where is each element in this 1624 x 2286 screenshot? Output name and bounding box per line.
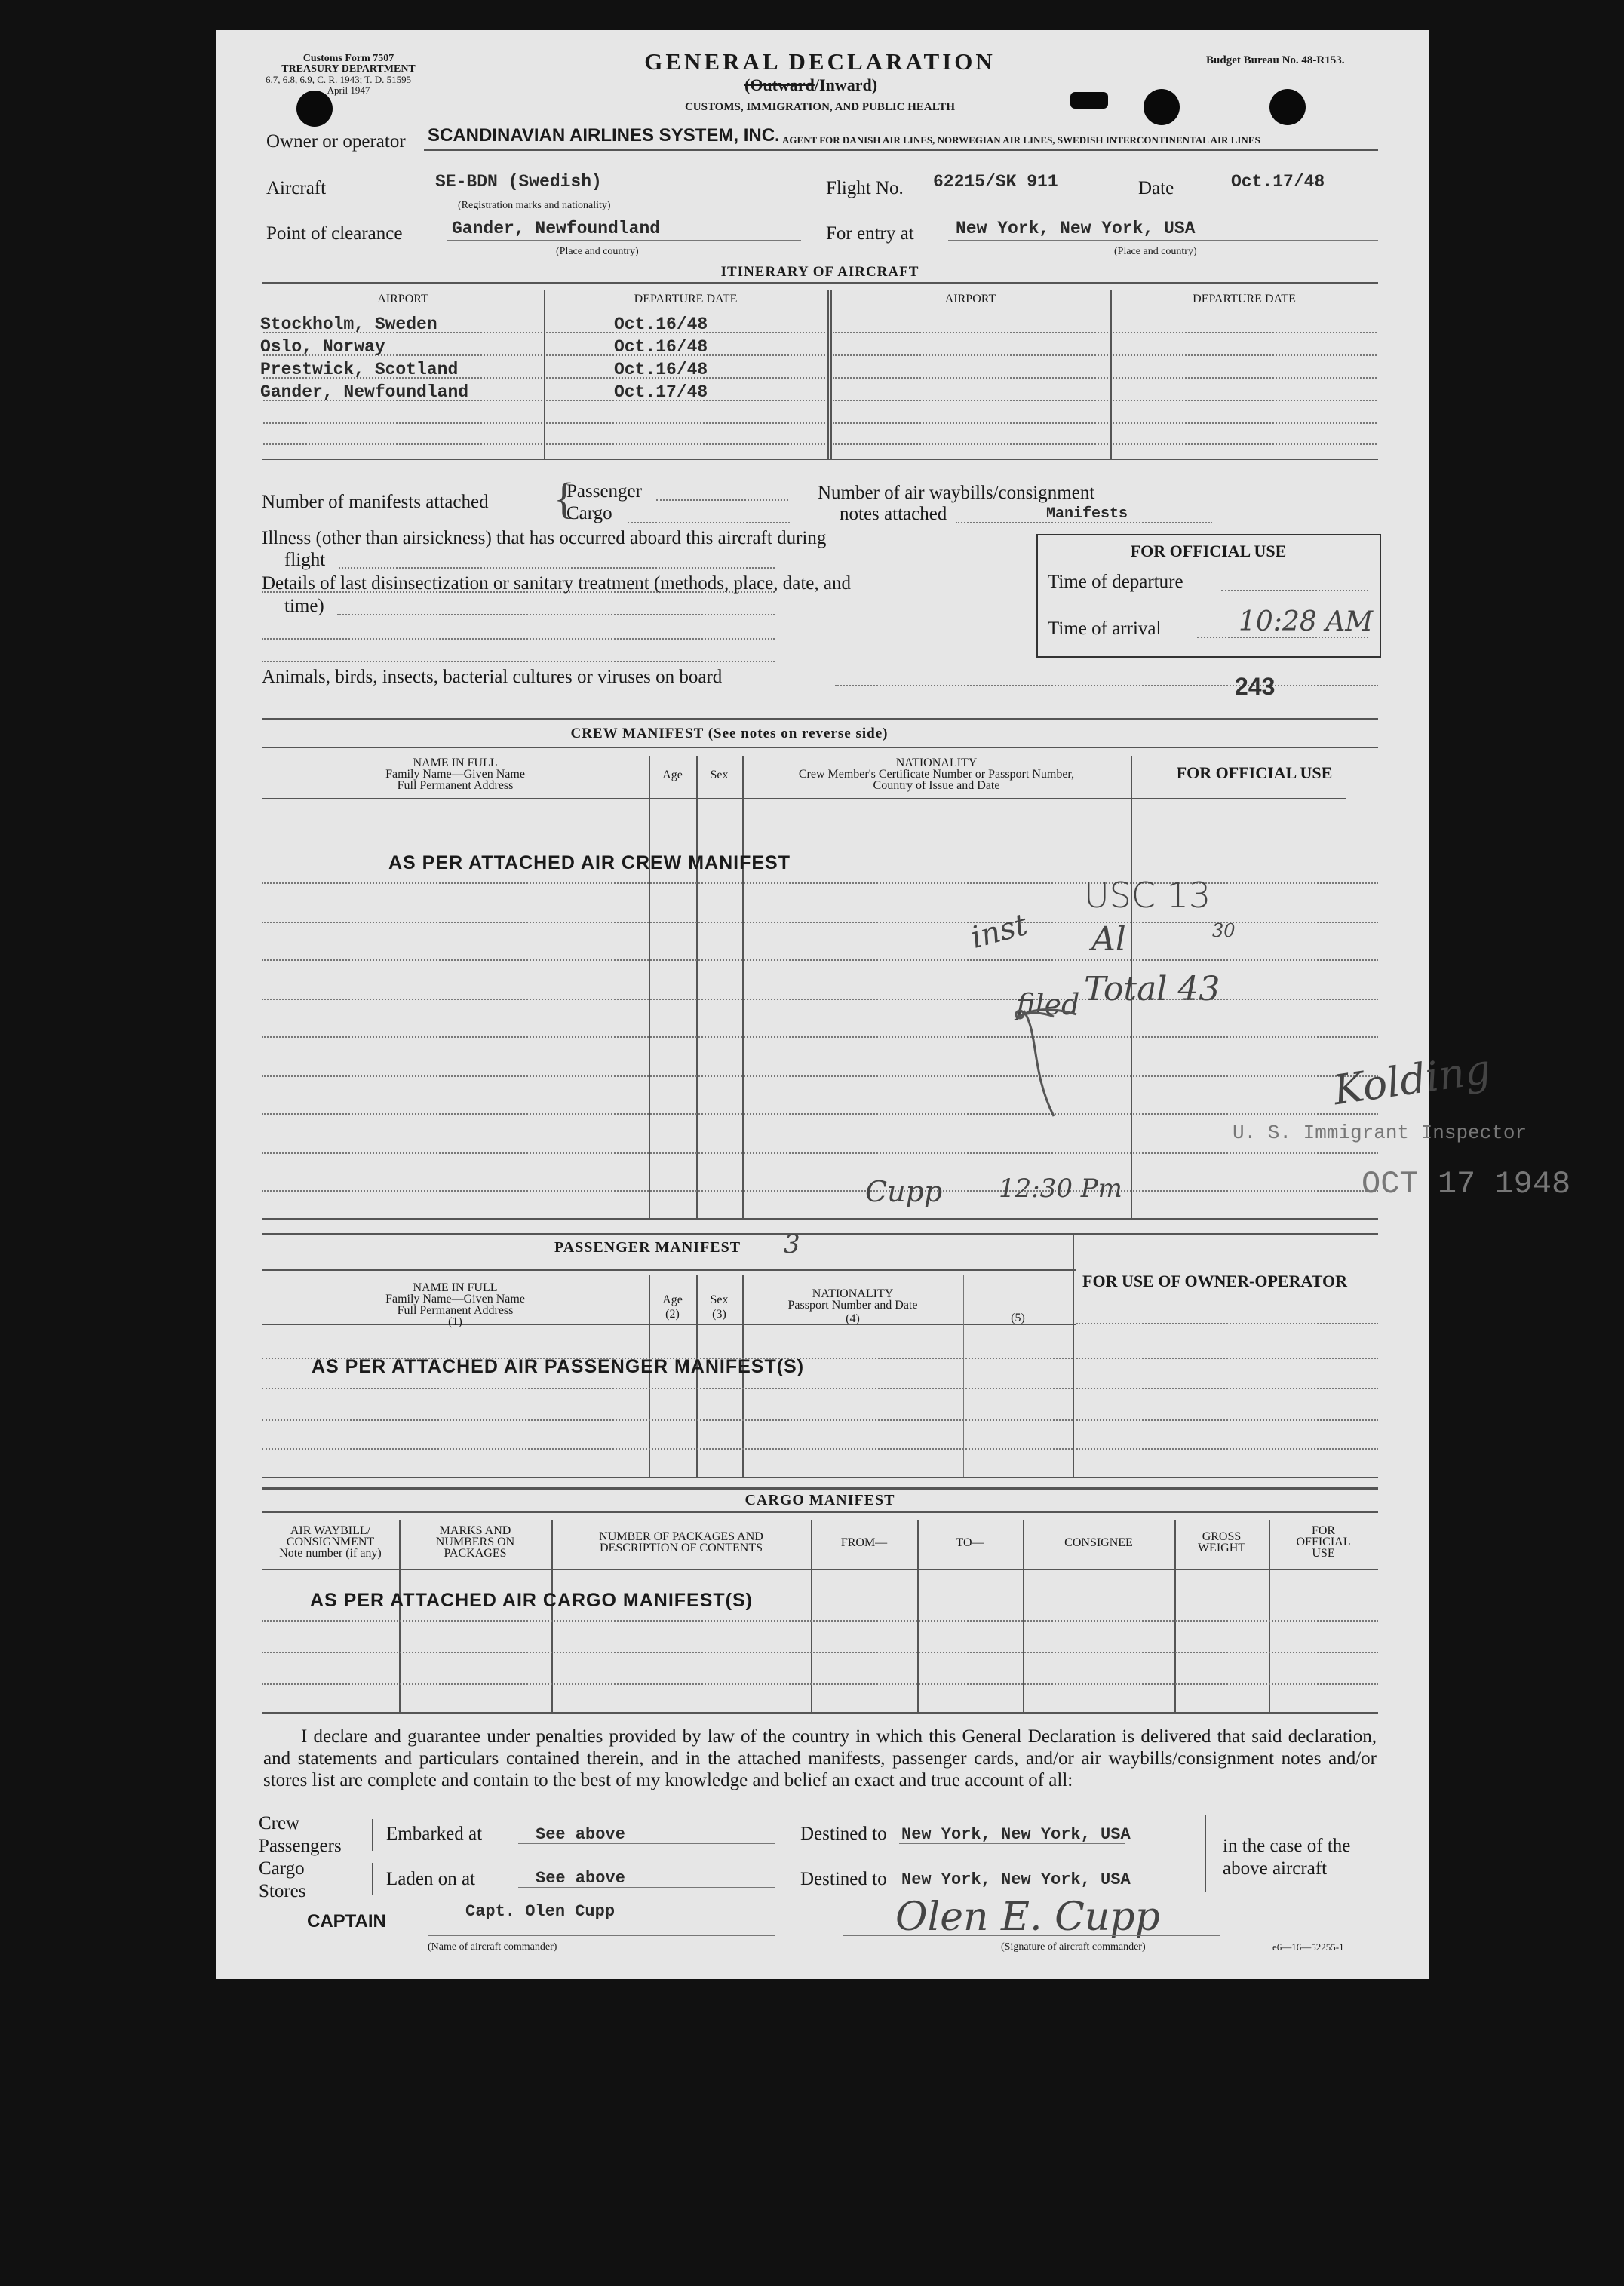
itin-airport-2: Oslo, Norway <box>260 337 385 357</box>
itin-date-1: Oct.16/48 <box>614 315 708 334</box>
time-departure-label: Time of departure <box>1048 572 1183 592</box>
pax-col-nationality <box>742 1288 963 1324</box>
regulations: 6.7, 6.8, 6.9, C. R. 1943; T. D. 51595 <box>266 74 412 85</box>
hw-time: 12:30 Pm <box>999 1174 1122 1204</box>
punch-hole-right-1 <box>1144 89 1180 125</box>
cargo-attached: AS PER ATTACHED AIR CARGO MANIFEST(S) <box>310 1590 753 1611</box>
aircraft-caption: (Registration marks and nationality) <box>458 200 611 211</box>
crew-col-name <box>262 757 649 791</box>
cargo-col-official-2: OFFICIAL <box>1296 1536 1351 1548</box>
form-number: Customs Form 7507 <box>302 53 394 64</box>
itin-date-4: Oct.17/48 <box>614 382 708 402</box>
blot-mark <box>1070 92 1108 109</box>
cargo-col-to: TO— <box>956 1536 984 1549</box>
direction-struck: (Outward <box>744 75 815 94</box>
crew-col-nat-2: Crew Member's Certificate Number or Passport Number, <box>798 768 1075 781</box>
entry-caption: (Place and country) <box>1114 246 1197 257</box>
form-subtitle: CUSTOMS, IMMIGRATION, AND PUBLIC HEALTH <box>684 101 956 113</box>
budget-bureau: Budget Bureau No. 48-R153. <box>1206 54 1345 66</box>
laden-value: See above <box>536 1869 625 1888</box>
destined-value-2: New York, New York, USA <box>901 1870 1131 1889</box>
itin-col-airport-1: AIRPORT <box>377 293 428 305</box>
cargo-col-consignee: CONSIGNEE <box>1064 1536 1133 1549</box>
crew-col-nat-1: NATIONALITY <box>895 756 978 769</box>
crew-col-name-2: Family Name—Given Name <box>385 768 525 781</box>
owner-label: Owner or operator <box>266 131 406 152</box>
owner-name: SCANDINAVIAN AIRLINES SYSTEM, INC. <box>428 125 780 146</box>
itin-col-airport-2: AIRPORT <box>944 293 996 305</box>
cargo-col-packages-1: NUMBER OF PACKAGES AND <box>599 1530 763 1543</box>
in-case-2: above aircraft <box>1223 1858 1328 1879</box>
cargo-col-waybill-1: AIR WAYBILL/ <box>290 1524 371 1537</box>
direction <box>744 75 877 95</box>
cargo-col-marks <box>399 1525 551 1559</box>
disinsect-label-1: Details of last disinsectization or sanitary treatment (methods, place, date, and <box>262 573 851 594</box>
crew-attached: AS PER ATTACHED AIR CREW MANIFEST <box>388 852 791 873</box>
decl-stores: Stores <box>259 1881 306 1901</box>
hw-inst: inst <box>967 907 1031 956</box>
cargo-col-packages <box>551 1531 811 1554</box>
decl-cargo: Cargo <box>259 1858 305 1879</box>
pax-col-age-n: (2) <box>665 1308 680 1321</box>
crew-col-age: Age <box>662 769 683 781</box>
pax-col-name-2: Family Name—Given Name <box>385 1293 525 1306</box>
department: TREASURY DEPARTMENT <box>281 63 416 75</box>
waybills-value: Manifests <box>1046 505 1128 523</box>
passenger-count: 3 <box>784 1229 800 1260</box>
cargo-col-marks-2: NUMBERS ON <box>435 1536 515 1548</box>
clearance-label: Point of clearance <box>266 223 403 244</box>
passenger-attached: AS PER ATTACHED AIR PASSENGER MANIFEST(S) <box>312 1356 805 1377</box>
crew-col-nat-3: Country of Issue and Date <box>873 779 1000 792</box>
hw-inspector-signature: Kolding <box>1330 1045 1494 1115</box>
time-arrival-value: 10:28 AM <box>1239 606 1374 637</box>
pax-col-sex-1: Sex <box>710 1293 729 1306</box>
hw-al: Al <box>1091 920 1126 959</box>
pax-col-nat-2: Passport Number and Date <box>787 1299 918 1312</box>
flight-no-value: 62215/SK 911 <box>933 172 1058 192</box>
itin-airport-1: Stockholm, Sweden <box>260 315 437 334</box>
cargo-col-marks-1: MARKS AND <box>439 1524 511 1537</box>
time-arrival-label: Time of arrival <box>1048 618 1162 639</box>
print-code: e6—16—52255-1 <box>1272 1941 1344 1953</box>
cargo-col-official <box>1269 1525 1378 1559</box>
in-case-1: in the case of the <box>1223 1836 1351 1856</box>
cargo-col-official-3: USE <box>1312 1547 1335 1560</box>
captain-name: Capt. Olen Cupp <box>465 1902 616 1921</box>
hw-filed: filed <box>1016 988 1080 1021</box>
direction-inward: /Inward) <box>814 75 878 94</box>
form-date: April 1947 <box>327 84 370 96</box>
aircraft-label: Aircraft <box>266 178 327 198</box>
aircraft-value: SE-BDN (Swedish) <box>435 172 602 192</box>
pax-col-name-1: NAME IN FULL <box>413 1281 498 1294</box>
cargo-title: CARGO MANIFEST <box>744 1492 895 1508</box>
pax-col-sex <box>696 1294 742 1320</box>
inspection-date-stamp: OCT 17 1948 <box>1362 1166 1571 1202</box>
general-declaration-form <box>216 30 1571 1979</box>
captain-signature: Olen E. Cupp <box>895 1895 1160 1940</box>
crew-col-name-1: NAME IN FULL <box>413 756 498 769</box>
cargo-col-marks-3: PACKAGES <box>444 1547 507 1560</box>
entry-label: For entry at <box>826 223 914 244</box>
illness-label-1: Illness (other than airsickness) that has occurred aboard this aircraft during <box>262 528 827 548</box>
manifests-label: Number of manifests attached <box>262 492 489 512</box>
cargo-col-packages-2: DESCRIPTION OF CONTENTS <box>599 1542 763 1554</box>
immigrant-inspector-stamp: U. S. Immigrant Inspector <box>1233 1122 1527 1144</box>
punch-hole-right-2 <box>1269 89 1306 125</box>
pax-col-name <box>262 1282 649 1327</box>
hw-arrow <box>1012 1003 1058 1026</box>
hw-cupp: Cupp <box>865 1175 943 1208</box>
cargo-col-weight-1: GROSS <box>1202 1530 1242 1543</box>
destined-label-2: Destined to <box>800 1869 887 1889</box>
pax-col-sex-n: (3) <box>712 1308 726 1321</box>
clearance-caption: (Place and country) <box>556 246 639 257</box>
waybills-label-1: Number of air waybills/consignment <box>818 483 1095 503</box>
destined-value-1: New York, New York, USA <box>901 1825 1131 1844</box>
hw-30: 30 <box>1212 920 1236 941</box>
cargo-col-weight <box>1174 1531 1269 1554</box>
captain-label: CAPTAIN <box>307 1911 386 1932</box>
owner-agent: AGENT FOR DANISH AIR LINES, NORWEGIAN AIR LINES, SWEDISH INTERCONTINENTAL AIR LINES <box>782 134 1260 146</box>
date-value: Oct.17/48 <box>1231 172 1325 192</box>
pax-col-nat-n: (4) <box>846 1312 860 1325</box>
signature-caption: (Signature of aircraft commander) <box>1001 1941 1146 1953</box>
official-use-title: FOR OFFICIAL USE <box>1130 542 1287 560</box>
itinerary-title: ITINERARY OF AIRCRAFT <box>720 264 919 280</box>
itin-date-2: Oct.16/48 <box>614 337 708 357</box>
itin-col-departure-2: DEPARTURE DATE <box>1193 293 1296 305</box>
name-caption: (Name of aircraft commander) <box>428 1941 557 1953</box>
pax-col-nat-1: NATIONALITY <box>812 1287 894 1300</box>
embarked-label: Embarked at <box>386 1824 483 1844</box>
manifests-cargo: Cargo <box>566 503 612 523</box>
flight-no-label: Flight No. <box>826 178 904 198</box>
decl-crew: Crew <box>259 1813 300 1833</box>
itin-date-3: Oct.16/48 <box>614 360 708 379</box>
clearance-value: Gander, Newfoundland <box>452 219 661 238</box>
destined-label-1: Destined to <box>800 1824 887 1844</box>
laden-label: Laden on at <box>386 1869 476 1889</box>
form-title: GENERAL DECLARATION <box>644 48 996 75</box>
pax-col-name-n: (1) <box>448 1315 462 1328</box>
itin-airport-4: Gander, Newfoundland <box>260 382 469 402</box>
manifests-bracket: { <box>554 474 575 523</box>
pax-col-name-3: Full Permanent Address <box>397 1304 514 1317</box>
manifests-passenger: Passenger <box>566 481 642 502</box>
itin-col-departure-1: DEPARTURE DATE <box>634 293 738 305</box>
cargo-col-official-1: FOR <box>1311 1524 1336 1537</box>
cargo-col-waybill <box>262 1525 399 1559</box>
pax-col-age-1: Age <box>662 1293 683 1306</box>
date-label: Date <box>1138 178 1174 198</box>
decl-passengers: Passengers <box>259 1836 342 1856</box>
cargo-col-from: FROM— <box>840 1536 888 1549</box>
pax-col-5: (5) <box>1011 1312 1025 1324</box>
declaration-text: I declare and guarantee under penalties provided by law of the country in which this General Declaration is delivered that said declaration, and statements and particulars contained therein, and in the attached manifests, passenger cards, and/or air waybills/consignment notes and/or stores list are complete and contain to the best of my knowledge and belief an exact and true account of all: <box>263 1726 1377 1790</box>
hw-total: Total 43 <box>1084 970 1220 1008</box>
crew-col-name-3: Full Permanent Address <box>397 779 514 792</box>
crew-col-nationality <box>742 757 1131 791</box>
owner-use-label: FOR USE OF OWNER-OPERATOR <box>1082 1272 1348 1290</box>
cargo-col-weight-2: WEIGHT <box>1197 1542 1246 1554</box>
crew-col-official: FOR OFFICIAL USE <box>1176 763 1333 782</box>
passenger-title: PASSENGER MANIFEST <box>554 1239 741 1256</box>
illness-label-2: flight <box>284 550 326 570</box>
number-243: 243 <box>1235 673 1276 700</box>
itin-airport-3: Prestwick, Scotland <box>260 360 459 379</box>
embarked-value: See above <box>536 1825 625 1844</box>
hw-usc: USC 13 <box>1084 875 1211 916</box>
pax-col-age <box>649 1294 696 1320</box>
crew-title: CREW MANIFEST (See notes on reverse side) <box>570 726 889 741</box>
waybills-label-2: notes attached <box>840 504 947 524</box>
hw-scribble <box>1008 965 1099 1131</box>
animals-label: Animals, birds, insects, bacterial cultures or viruses on board <box>262 667 723 687</box>
crew-col-sex: Sex <box>710 769 729 781</box>
cargo-col-waybill-2: CONSIGNMENT <box>286 1536 375 1548</box>
entry-value: New York, New York, USA <box>956 219 1196 238</box>
cargo-col-waybill-3: Note number (if any) <box>279 1547 382 1560</box>
disinsect-label-2: time) <box>284 596 324 616</box>
